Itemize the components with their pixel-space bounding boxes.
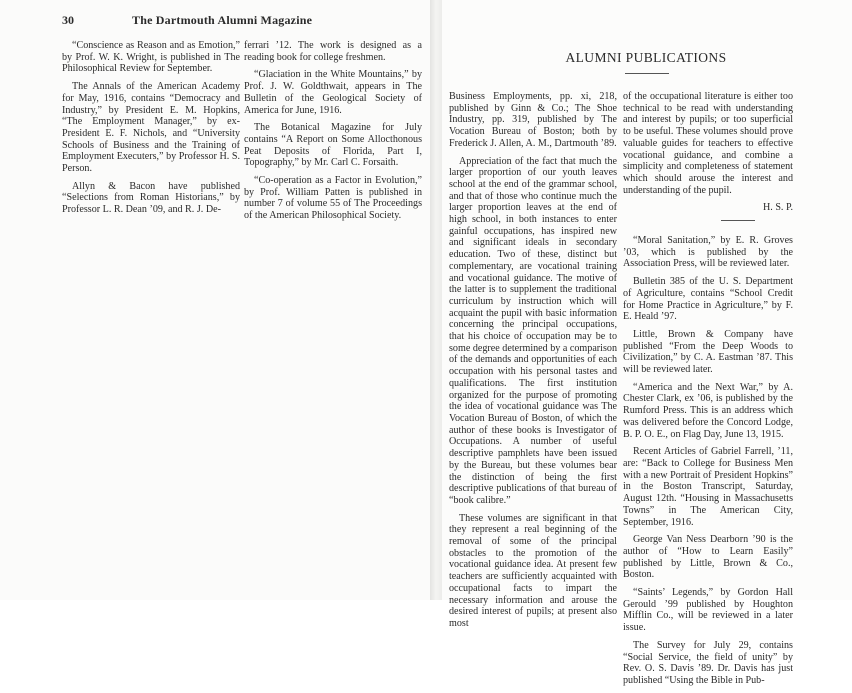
- paragraph-america-next-war: “America and the Next War,” by A. Chester Clark, ex ’06, is published by the Rumford Press. This is an address which was delivered before the Concord Lodge, B. P. O. E., on Flag Day, June 13, 1915.: [623, 381, 793, 440]
- paragraph-cooperation: “Co-operation as a Factor in Evolution,” by Prof. William Patten is published in number 7 of volume 55 of The Proceedings of the American Philosophical Society.: [244, 175, 422, 222]
- running-head: The Dartmouth Alumni Magazine: [132, 13, 313, 27]
- reviewer-signature: H. S. P.: [762, 202, 793, 214]
- paragraph-wright: “Conscience as Reason and as Emotion,” by Prof. W. K. Wright, is published in The Philosophical Review for September.: [62, 40, 240, 75]
- paragraph-saints-legends: “Saints’ Legends,” by Gordon Hall Gerould ’99 published by Houghton Mifflin Co., will be reviewed in a later issue.: [623, 587, 793, 634]
- right-column-b: [623, 91, 793, 693]
- paragraph-survey: The Survey for July 29, contains “Social Service, the field of unity” by Rev. O. S. Davis ’89. Dr. Davis has just published “Using the Bible in Pub-: [623, 639, 793, 686]
- paragraph-occupational-literature: of the occupational literature is either too technical to be read with understanding and interest by pupils; or too superficial to be useful. These volumes should prove valuable guides for teachers to effective vocational guidance, and combine a simplicity and completeness of statement which should arouse the interest and understanding of the pupil.: [623, 91, 793, 196]
- right-column-a: [449, 91, 617, 636]
- book-gutter: [430, 0, 442, 600]
- section-heading: ALUMNI PUBLICATIONS: [565, 50, 727, 65]
- left-column-a: [62, 40, 240, 222]
- paragraph-deferrari: ferrari ’12. The work is designed as a reading book for college freshmen.: [244, 40, 422, 63]
- left-column-b: [244, 40, 422, 228]
- paragraph-farrell: Recent Articles of Gabriel Farrell, ’11, are: “Back to College for Business Men with a new Portrait of President Hopkins” in the Boston Transcript, Saturday, August 12th. “Housing in Massachusetts Towns” in The American City, September, 1916.: [623, 446, 793, 528]
- paragraph-moral-sanitation: “Moral Sanitation,” by E. R. Groves ’03, which is published by the Association Press, will be reviewed later.: [623, 235, 793, 270]
- paragraph-bulletin-385: Bulletin 385 of the U. S. Department of Agriculture, contains “School Credit for Home Practice in Agriculture,” by F. E. Heald ’97.: [623, 276, 793, 323]
- left-page: [0, 0, 430, 600]
- paragraph-dearborn: George Van Ness Dearborn ’90 is the author of “How to Learn Easily” published by Little, Brown & Co., Boston.: [623, 534, 793, 581]
- page-number: 30: [62, 13, 74, 27]
- paragraph-appreciation: Appreciation of the fact that much the larger proportion of our youth leaves school at the end of the grammar school, and that of those who continue much the larger proportion leaves at the end of high school, in both instances to enter gainful occupations, has inspired new and significant ideals in secondary education. Two of these, distinct but complementary, are vocational training and vocational guidance. The motive of the latter is to supplement the traditional curriculum by instruction which will acquaint the pupil with basic information concerning the principal occupations, that his choice of occupation may be to some degree determined by a comparison of the demands and opportunities of each occupation with his personal tastes and qualifications. The first institution organized for the purpose of promoting the idea of vocational guidance was The Vocation Bureau of Boston, of which the author of these books is Investigator of Occupations. A number of useful descriptive pamphlets have been issued by the Bureau, but these volumes bear the distinction of being the first descriptive publications of that bureau of “book calibre.”: [449, 155, 617, 506]
- paragraph-annals: The Annals of the American Academy for May, 1916, contains “Democracy and Industry,” by President E. M. Hopkins, “The Employment Manager,” by ex-President E. F. Nichols, and “University Schools of Business and the Training of Employment Executers,” by Professor H. S. Person.: [62, 81, 240, 175]
- heading-rule: [625, 73, 669, 74]
- paragraph-significance: These volumes are significant in that they represent a real beginning of the removal of some of the principal obstacles to the promotion of the vocational guidance idea. At present few teachers are sufficiently acquainted with occupational facts to impart the necessary information and arouse the desired interest of pupils; at present also most: [449, 512, 617, 629]
- paragraph-botanical: The Botanical Magazine for July contains “A Report on Some Allocthonous Peat Deposits of Florida, Part I, Topography,” by Mr. Carl C. Forsaith.: [244, 122, 422, 169]
- paragraph-little-brown: Little, Brown & Company have published “From the Deep Woods to Civilization,” by C. A. Eastman ’87. This will be reviewed later.: [623, 328, 793, 376]
- paragraph-glaciation: “Glaciation in the White Mountains,” by Prof. J. W. Goldthwait, appears in The Bulletin of the Geological Society of America for June, 1916.: [244, 69, 422, 116]
- paragraph-allyn-bacon: Allyn & Bacon have published “Selections from Roman Historians,” by Professor L. R. Dean ’09, and R. J. De-: [62, 180, 240, 216]
- paragraph-book-listing: Business Employments, pp. xi, 218, published by Ginn & Co.; The Shoe Industry, pp. 319, published by The Vocation Bureau of Boston; both by Frederick J. Allen, A. M., Dartmouth ’89.: [449, 91, 617, 149]
- signature-rule: [721, 220, 755, 221]
